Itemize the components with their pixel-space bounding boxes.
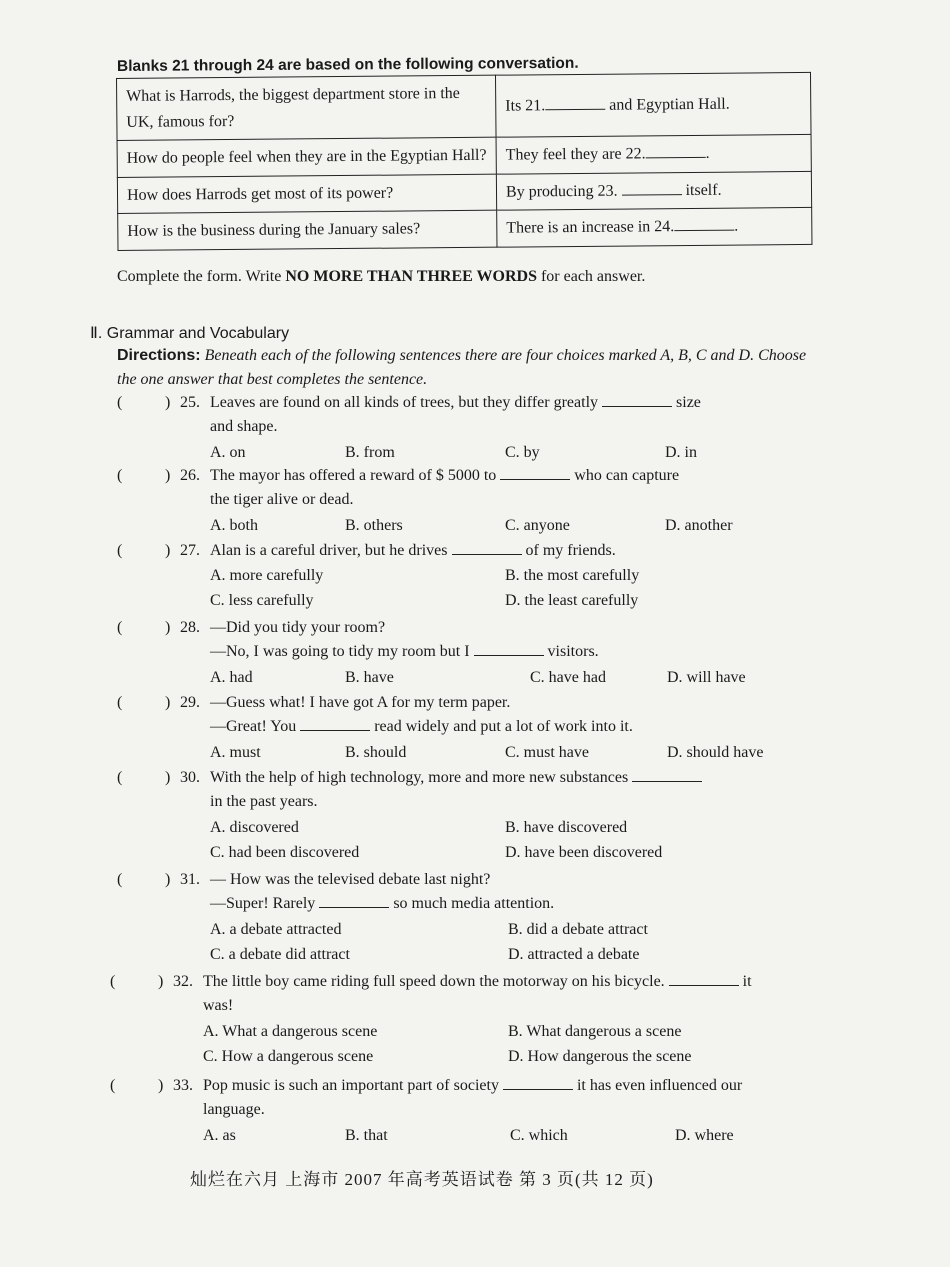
conversation-table <box>116 72 812 251</box>
option-choice[interactable]: C. had been discovered <box>210 844 360 861</box>
option-choice[interactable]: B. should <box>345 744 407 761</box>
section-heading: Blanks 21 through 24 are based on the following conversation. <box>116 54 579 75</box>
answer-bracket-close: ) <box>165 467 171 484</box>
option-choice[interactable]: C. which <box>510 1127 568 1144</box>
table-answer: Its 21. and Egyptian Hall. <box>495 72 811 137</box>
table-question: How is the business during the January sales? <box>118 211 497 251</box>
answer-blank[interactable] <box>632 769 702 782</box>
option-choice[interactable]: D. How dangerous the scene <box>508 1048 692 1065</box>
option-choice[interactable]: C. must have <box>505 744 589 761</box>
answer-bracket-close: ) <box>158 1077 164 1094</box>
question-text: —No, I was going to tidy my room but I visitors. <box>210 643 599 660</box>
answer-bracket-close: ) <box>165 694 171 711</box>
option-choice[interactable]: C. anyone <box>505 517 570 534</box>
question-number: 27. <box>180 542 200 559</box>
option-choice[interactable]: A. must <box>210 744 261 761</box>
answer-bracket-close: ) <box>158 973 164 990</box>
answer-bracket-open: ( <box>117 871 123 888</box>
question-number: 28. <box>180 619 200 636</box>
question-number: 25. <box>180 394 200 411</box>
question-number: 29. <box>180 694 200 711</box>
question-number: 33. <box>173 1077 193 1094</box>
question-text: Alan is a careful driver, but he drives of my friends. <box>210 542 616 559</box>
answer-blank[interactable] <box>621 180 681 196</box>
answer-bracket-open: ( <box>117 542 123 559</box>
table-row <box>117 72 812 140</box>
question-text: The little boy came riding full speed down the motorway on his bicycle. it <box>203 973 752 990</box>
table-question: What is Harrods, the biggest department store in the UK, famous for? <box>117 75 497 140</box>
table-answer: There is an increase in 24. . <box>497 208 812 247</box>
answer-bracket-open: ( <box>110 1077 116 1094</box>
answer-bracket-open: ( <box>110 973 116 990</box>
answer-bracket-open: ( <box>117 769 123 786</box>
option-choice[interactable]: D. will have <box>667 669 746 686</box>
question-number: 31. <box>180 871 200 888</box>
question-text: —Guess what! I have got A for my term paper. <box>210 694 511 711</box>
option-choice[interactable]: C. a debate did attract <box>210 946 350 963</box>
question-number: 30. <box>180 769 200 786</box>
option-choice[interactable]: A. both <box>210 517 258 534</box>
question-text: — How was the televised debate last night? <box>210 871 491 888</box>
question-text: Leaves are found on all kinds of trees, but they differ greatly size <box>210 394 701 411</box>
answer-bracket-close: ) <box>165 394 171 411</box>
question-text: Pop music is such an important part of society it has even influenced our <box>203 1077 743 1094</box>
answer-blank[interactable] <box>500 467 570 480</box>
question-text: the tiger alive or dead. <box>210 491 354 508</box>
answer-blank[interactable] <box>300 718 370 731</box>
answer-blank[interactable] <box>319 895 389 908</box>
answer-bracket-close: ) <box>165 769 171 786</box>
option-choice[interactable]: C. have had <box>530 669 606 686</box>
option-choice[interactable]: B. the most carefully <box>505 567 640 584</box>
option-choice[interactable]: A. on <box>210 444 246 461</box>
question-text: —Did you tidy your room? <box>210 619 386 636</box>
answer-bracket-open: ( <box>117 394 123 411</box>
option-choice[interactable]: C. less carefully <box>210 592 314 609</box>
question-text: —Great! You read widely and put a lot of work into it. <box>210 718 633 735</box>
option-choice[interactable]: D. have been discovered <box>505 844 663 861</box>
question-text: was! <box>203 997 234 1014</box>
section-title: Ⅱ. Grammar and Vocabulary <box>90 325 290 342</box>
page-footer: 灿烂在六月 上海市 2007 年高考英语试卷 第 3 页(共 12 页) <box>190 1170 654 1189</box>
option-choice[interactable]: B. others <box>345 517 403 534</box>
table-row <box>118 208 812 251</box>
answer-blank[interactable] <box>674 216 734 232</box>
instruction-complete: Complete the form. Write NO MORE THAN THREE WORDS for each answer. <box>117 268 646 285</box>
table-row <box>117 171 811 214</box>
option-choice[interactable]: B. from <box>345 444 395 461</box>
question-text: language. <box>203 1101 265 1118</box>
option-choice[interactable]: B. have <box>345 669 394 686</box>
question-text: and shape. <box>210 418 278 435</box>
table-question: How do people feel when they are in the Egyptian Hall? <box>117 137 496 177</box>
option-choice[interactable]: C. by <box>505 444 540 461</box>
answer-blank[interactable] <box>545 95 605 111</box>
answer-blank[interactable] <box>669 973 739 986</box>
directions: Directions: Beneath each of the following sentences there are four choices marked A, B, C and D. Choose the one answer that best completes the sentence. <box>117 347 807 388</box>
answer-bracket-open: ( <box>117 619 123 636</box>
answer-blank[interactable] <box>646 143 706 159</box>
option-choice[interactable]: A. What a dangerous scene <box>203 1023 378 1040</box>
table-row <box>117 135 811 178</box>
option-choice[interactable]: D. where <box>675 1127 734 1144</box>
option-choice[interactable]: A. a debate attracted <box>210 921 342 938</box>
option-choice[interactable]: D. the least carefully <box>505 592 639 609</box>
answer-bracket-close: ) <box>165 542 171 559</box>
table-answer: By producing 23. itself. <box>496 171 811 210</box>
question-text: The mayor has offered a reward of $ 5000 to who can capture <box>210 467 680 484</box>
answer-blank[interactable] <box>602 394 672 407</box>
option-choice[interactable]: C. How a dangerous scene <box>203 1048 374 1065</box>
answer-bracket-open: ( <box>117 694 123 711</box>
option-choice[interactable]: B. have discovered <box>505 819 628 836</box>
option-choice[interactable]: D. should have <box>667 744 764 761</box>
answer-blank[interactable] <box>452 542 522 555</box>
question-number: 26. <box>180 467 200 484</box>
option-choice[interactable]: B. that <box>345 1127 388 1144</box>
question-text: in the past years. <box>210 793 318 810</box>
question-text: With the help of high technology, more and more new substances <box>210 769 706 787</box>
answer-blank[interactable] <box>503 1077 573 1090</box>
option-choice[interactable]: D. another <box>665 517 733 534</box>
option-choice[interactable]: A. more carefully <box>210 567 324 584</box>
option-choice[interactable]: A. had <box>210 669 253 686</box>
answer-bracket-close: ) <box>165 871 171 888</box>
answer-bracket-open: ( <box>117 467 123 484</box>
question-text: —Super! Rarely so much media attention. <box>210 895 555 912</box>
option-choice[interactable]: D. attracted a debate <box>508 946 640 963</box>
option-choice[interactable]: A. as <box>203 1127 236 1144</box>
option-choice[interactable]: D. in <box>665 444 697 461</box>
table-answer: They feel they are 22. . <box>496 135 811 174</box>
option-choice[interactable]: B. What dangerous a scene <box>508 1023 682 1040</box>
table-question: How does Harrods get most of its power? <box>117 174 496 214</box>
option-choice[interactable]: B. did a debate attract <box>508 921 648 938</box>
answer-blank[interactable] <box>474 643 544 656</box>
option-choice[interactable]: A. discovered <box>210 819 299 836</box>
answer-bracket-close: ) <box>165 619 171 636</box>
question-number: 32. <box>173 973 193 990</box>
